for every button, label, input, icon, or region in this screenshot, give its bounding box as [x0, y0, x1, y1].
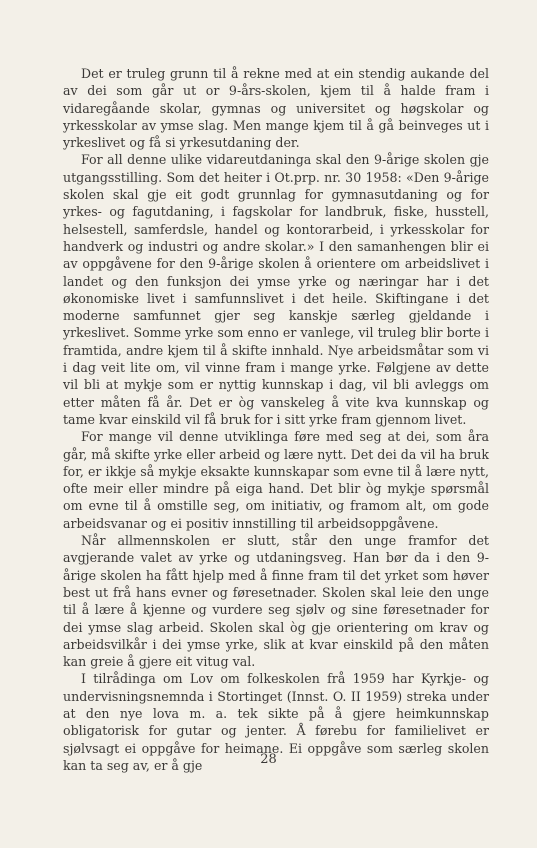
page-number: 28: [260, 752, 277, 767]
paragraph-2: For all denne ulike vidareutdaninga skal den 9-årige skolen gje utgangsstilling. Som det heiter i Ot.prp. nr. 30 1958: «Den 9-årige skolen skal gje eit godt grunnlag for gymnasutdaning og for yrkes- og fagutdaning, i fagskolar for landbruk, fiske, husstell, helsestell, samferdsle, handel og kontorarbeid, i yrkesskolar for handverk og industri og andre skolar.» I den samanhengen blir ei av oppgåvene for den 9-årige skolen å orientere om arbeidslivet i landet og den funksjon dei ymse yrke og næringar har i det økonomiske livet i samfunnslivet i det heile. Skiftingane i det moderne samfunnet gjer seg kanskje særleg gjeldande i yrkeslivet. Somme yrke som enno er vanlege, vil truleg blir borte i framtida, andre kjem til å skifte innhald. Nye arbeidsmåtar som vi i dag veit lite om, vil vinne fram i mange yrke. Følgjene av dette vil bli at mykje som er nyttig kunnskap i dag, vil bli avleggs om etter måten få år. Det er òg vanskeleg å vite kva kunnskap og tame kvar einskild vil få bruk for i sitt yrke fram gjennom livet.: [63, 152, 489, 427]
paragraph-4: Når allmennskolen er slutt, står den unge framfor det avgjerande valet av yrke og utdaningsveg. Han bør da i den 9-årige skolen ha fått hjelp med å finne fram til det yrket som høver best ut frå hans evner og føresetnader. Skolen skal leie den unge til å lære å kjenne og vurdere seg sjølv og sine føresetnader for dei ymse slag arbeid. Skolen skal òg gje orientering om krav og arbeidsvilkår i dei ymse yrke, slik at kvar einskild på den måten kan greie å gjere eit vitug val.: [63, 533, 489, 670]
paragraph-3: For mange vil denne utviklinga føre med seg at dei, som åra går, må skifte yrke eller arbeid og lære nytt. Det dei da vil ha bruk for, er ikkje så mykje eksakte kunnskapar som evne til å lære nytt, ofte meir eller mindre på eiga hand. Det blir òg mykje spørsmål om evne til å omstille seg, om initiativ, og framom alt, om gode arbeidsvanar og ei positiv innstilling til arbeidsoppgåvene.: [63, 429, 490, 531]
paragraph-5: I tilrådinga om Lov om folkeskolen frå 1959 har Kyrkje- og undervisningsnemnda i Stortinget (Innst. O. II 1959) streka under at den nye lova m. a. tek sikte på å gjere heimkunnskap obligatorisk for gutar og jenter. Å førebu for familielivet er sjølvsagt ei oppgåve for heimane. Ei oppgåve som særleg skolen kan ta seg av, er å gje: [63, 671, 489, 773]
paragraph-1: Det er truleg grunn til å rekne med at ein stendig aukande del av dei som går ut or 9-års-skolen, kjem til å halde fram i vidaregåande skolar, gymnas og universitet og høgskolar og yrkesskolar av ymse slag. Men mange kjem til å gå beinveges ut i yrkeslivet og få si yrkesutdaning der.: [63, 66, 489, 151]
page-body: [63, 65, 489, 774]
